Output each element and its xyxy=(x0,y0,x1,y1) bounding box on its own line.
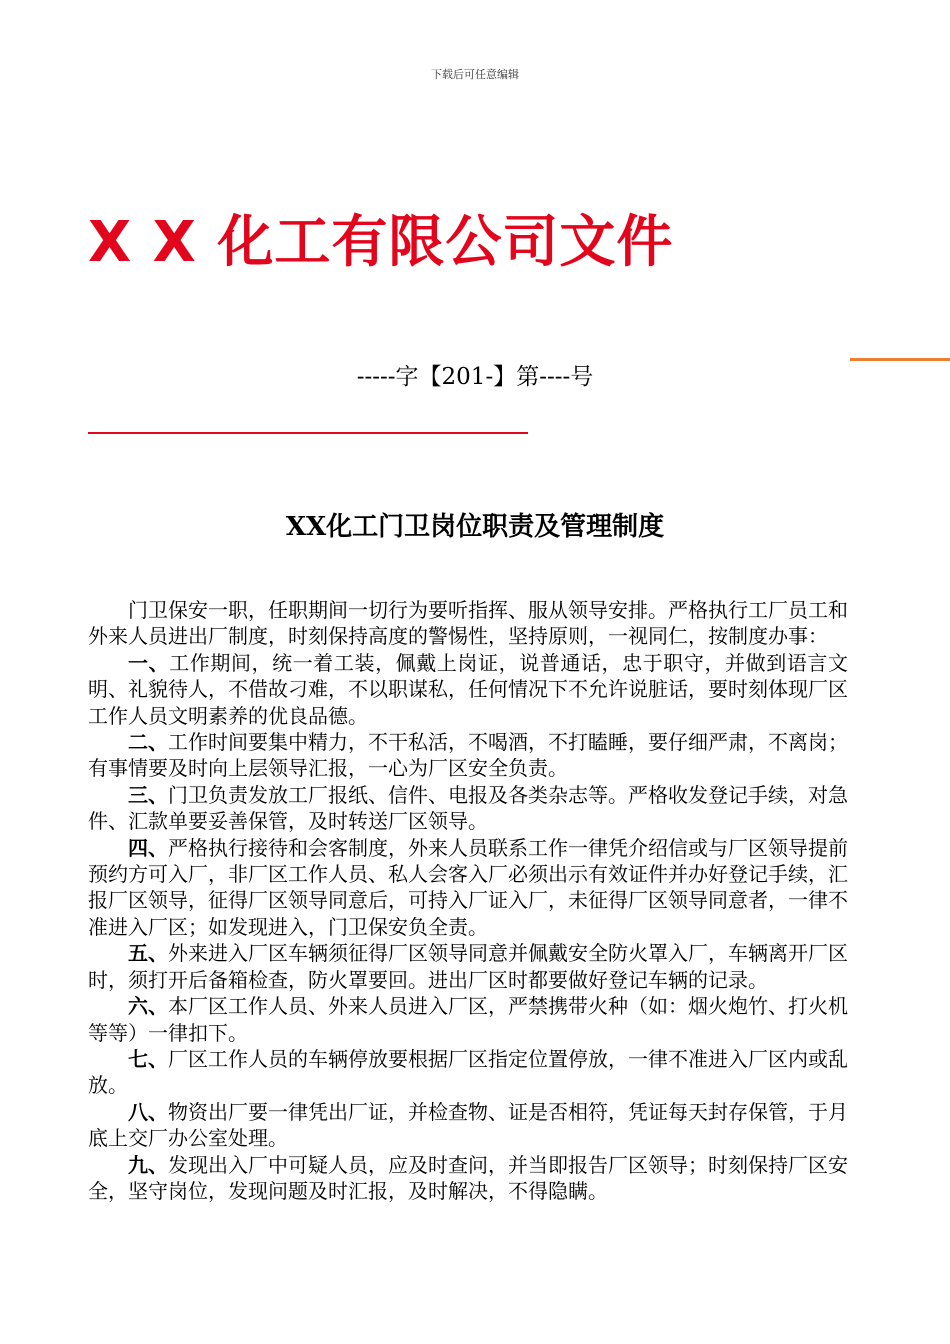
clause-text: 外来进入厂区车辆须征得厂区领导同意并佩戴安全防火罩入厂，车辆离开厂区时，须打开后备箱检查，防火罩要回。进出厂区时都要做好登记车辆的记录。 xyxy=(88,941,848,992)
clause-text: 本厂区工作人员、外来人员进入厂区，严禁携带火种（如：烟火炮竹、打火机等等）一律扣下。 xyxy=(88,994,848,1045)
clause-text: 工作时间要集中精力，不干私活，不喝酒，不打瞌睡，要仔细严肃，不离岗；有事情要及时向上层领导汇报，一心为厂区安全负责。 xyxy=(88,730,848,781)
clause-text: 门卫负责发放工厂报纸、信件、电报及各类杂志等。严格收发登记手续，对急件、汇款单要妥善保管，及时转送厂区领导。 xyxy=(88,782,848,834)
intro-paragraph: 门卫保安一职，任职期间一切行为要听指挥、服从领导安排。严格执行工厂员工和外来人员进出厂制度，时刻保持高度的警惕性，坚持原则，一视同仁，按制度办事： xyxy=(88,598,848,649)
document-number: -----字【201-】第----号 xyxy=(356,364,594,390)
clause-5 xyxy=(88,940,848,993)
clause-1 xyxy=(88,650,848,729)
clause-3 xyxy=(88,782,848,835)
clause-6 xyxy=(88,993,848,1046)
clause-number: 四、 xyxy=(128,835,168,860)
clause-text: 工作期间，统一着工装，佩戴上岗证，说普通话，忠于职守，并做到语言文明、礼貌待人，不借故刁难，不以职谋私，任何情况下不允许说脏话，要时刻体现厂区工作人员文明素养的优良品德。 xyxy=(88,650,849,728)
clause-number: 九、 xyxy=(128,1152,168,1177)
clause-number: 二、 xyxy=(128,730,168,755)
clause-number: 三、 xyxy=(128,782,168,807)
clause-text: 厂区工作人员的车辆停放要根据厂区指定位置停放，一律不准进入厂区内或乱放。 xyxy=(88,1046,848,1098)
clause-4 xyxy=(88,835,848,941)
subject-title: XX化工门卫岗位职责及管理制度 xyxy=(285,512,665,542)
clause-number: 八、 xyxy=(128,1099,168,1124)
clause-number: 一、 xyxy=(128,650,170,675)
clause-text: 严格执行接待和会客制度，外来人员联系工作一律凭介绍信或与厂区领导提前预约方可入厂，非厂区工作人员、私人会客入厂必须出示有效证件并办好登记手续，汇报厂区领导，征得厂区领导同意后，可持入厂证入厂，未征得厂区领导同意者，一律不准进入厂区；如发现进入，门卫保安负全责。 xyxy=(88,835,848,939)
clause-number: 七、 xyxy=(128,1046,168,1071)
clause-number: 六、 xyxy=(128,994,168,1019)
clause-8 xyxy=(88,1099,848,1152)
clause-number: 五、 xyxy=(128,941,168,966)
clause-2 xyxy=(88,729,848,782)
clause-text: 发现出入厂中可疑人员，应及时查问，并当即报告厂区领导；时刻保持厂区安全，坚守岗位，发现问题及时汇报，及时解决，不得隐瞒。 xyxy=(88,1152,848,1203)
document-title: X X 化工有限公司文件 xyxy=(88,210,674,275)
document-body xyxy=(88,597,848,1204)
clause-text: 物资出厂要一律凭出厂证，并检查物、证是否相符，凭证每天封存保管，于月底上交厂办公室处理。 xyxy=(88,1099,848,1151)
clause-9 xyxy=(88,1152,848,1205)
red-divider xyxy=(88,432,528,434)
clause-7 xyxy=(88,1046,848,1099)
header-note: 下载后可任意编辑 xyxy=(431,68,519,81)
